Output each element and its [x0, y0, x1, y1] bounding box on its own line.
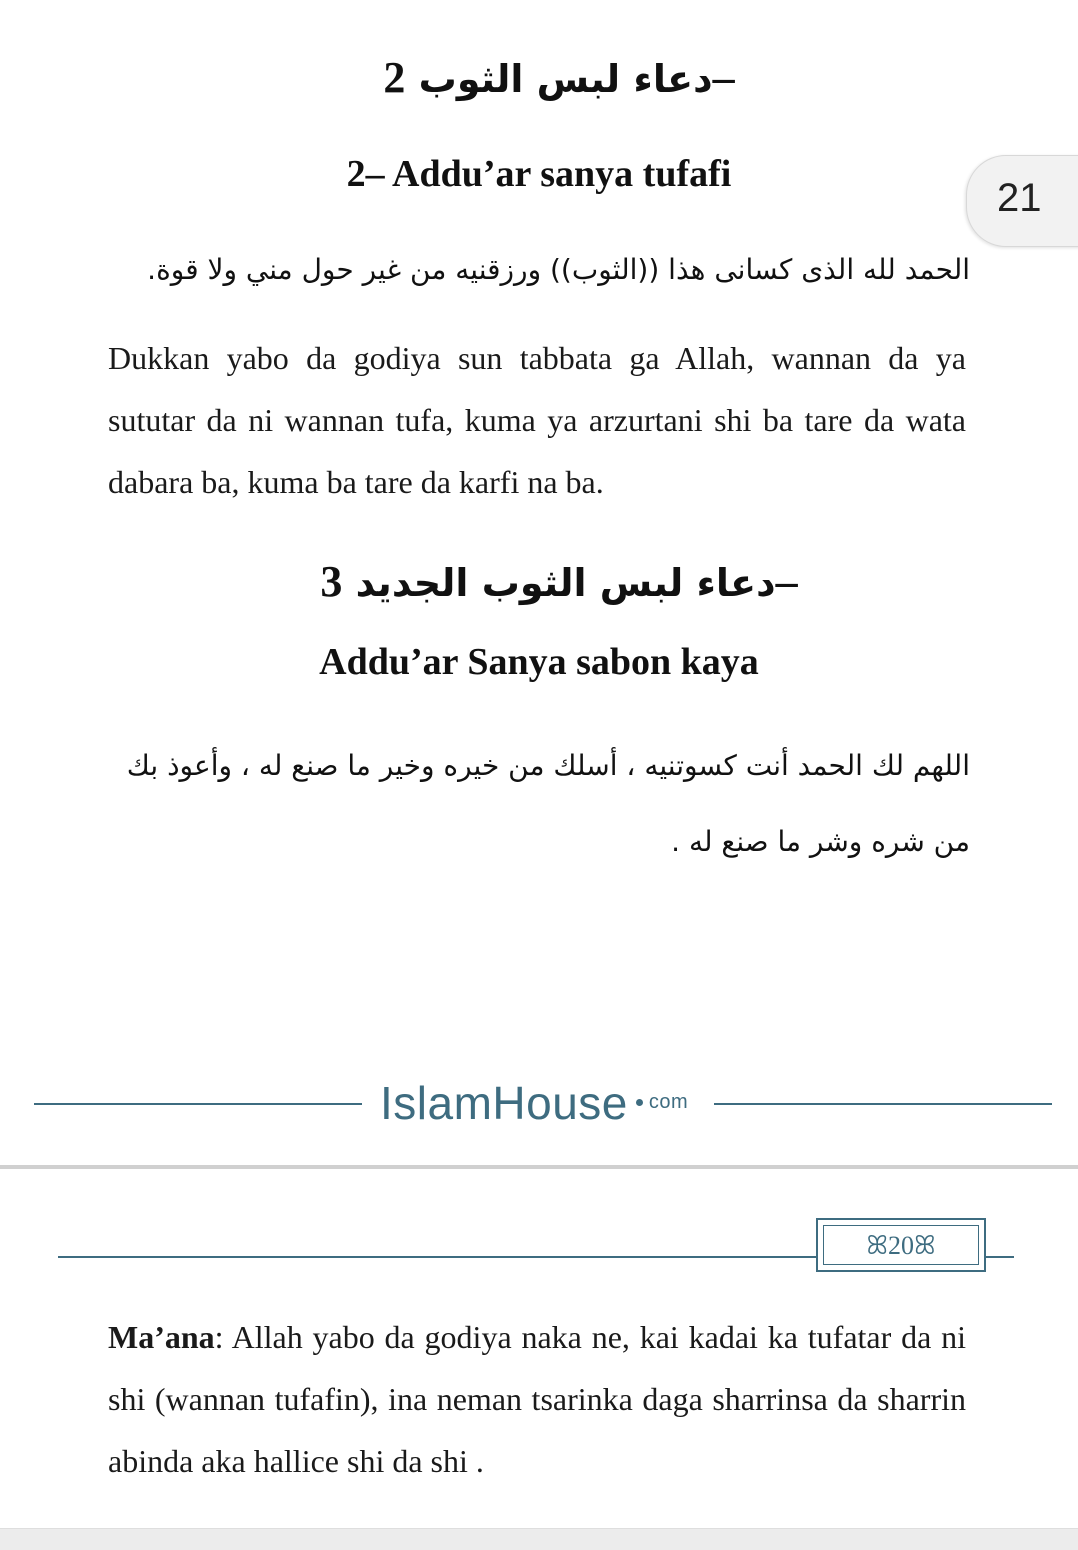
section-2-arabic-title-text: دعاء لبس الثوب — [418, 57, 713, 101]
section-2-arabic-title — [0, 52, 1078, 103]
brand-dot-icon — [636, 1099, 643, 1106]
section-2-dua-arabic: الحمد لله الذى كسانى هذا ((الثوب)) ورزقنيه من غير حول مني ولا قوة. — [147, 253, 970, 286]
reader-bottom-bar — [0, 1528, 1078, 1550]
section-3-arabic-title-text: دعاء لبس الثوب الجديد — [355, 561, 776, 605]
section-3-arabic-title — [0, 556, 1078, 607]
page-indicator-number: 21 — [997, 176, 1042, 220]
page-indicator-tab[interactable] — [966, 155, 1078, 247]
page-number-frame — [816, 1218, 986, 1272]
header-rule-left — [58, 1256, 816, 1258]
footer-rule-left — [34, 1103, 362, 1105]
page-number: ꕤ20ꕤ — [823, 1225, 979, 1265]
islamhouse-logo — [380, 1076, 688, 1130]
brand-name: IslamHouse — [380, 1077, 628, 1129]
section-3-dua-arabic: اللهم لك الحمد أنت كسوتنيه ، أسلك من خيره وخير ما صنع له ، وأعوذ بك من شره وشر ما صنع له . — [126, 749, 970, 858]
brand-suffix: com — [648, 1091, 689, 1114]
section-2-meaning: Dukkan yabo da godiya sun tabbata ga Allah, wannan da ya sututar da ni wannan tufa, kuma ya arzurtani shi ba tare da wata dabara ba, kuma ba tare da karfi na ba. — [108, 340, 966, 500]
page-2-meaning — [108, 1306, 966, 1492]
section-3-hausa-title: Addu’ar Sanya sabon kaya — [319, 641, 759, 683]
section-2-number: 2– — [383, 53, 735, 102]
meaning-label: Ma’ana — [108, 1319, 215, 1355]
section-3-number: 3– — [320, 557, 798, 606]
meaning-text: : Allah yabo da godiya naka ne, kai kadai ka tufatar da ni shi (wannan tufafin), ina neman tsarinka daga sharrinsa da sharrin abinda aka hallice shi da shi . — [108, 1319, 966, 1479]
section-2-hausa-title: 2– Addu’ar sanya tufafi — [346, 153, 732, 195]
footer-rule-right — [714, 1103, 1052, 1105]
header-rule-right — [986, 1256, 1014, 1258]
